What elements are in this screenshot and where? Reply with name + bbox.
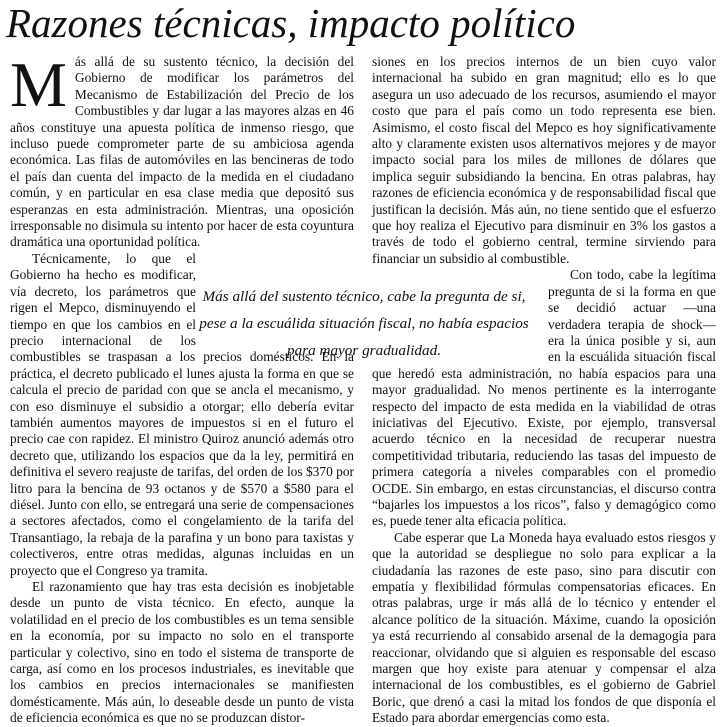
paragraph-6: Cabe esperar que La Moneda haya evaluado estos riesgos y que la autoridad se despliegue no solo para explicar a la ciudadanía las razones de este paso, sino para discutir con empatía y flexibilidad fórmulas compensatorias eficaces. En otras palabras, urge ir más allá de lo técnico y entender el alcance político de la situación. Máxime, cuando la oposición ya está recurriendo al consabido arsenal de la demagogia para reaccionar, olvidando que si alguien es responsable del escaso margen que hoy existe para atenuar y compensar el alza internacional de los combustibles, es el gobierno de Gabriel Boric, que drenó a casi la mitad los fondos de que disponía el Estado para abordar emergencias como esta. (372, 529, 716, 726)
left-column (10, 49, 354, 727)
pull-quote: Más allá del sustento técnico, cabe la pregunta de si, pese a la escuálida situación fiscal, no había espacios para mayor gradualidad. (199, 288, 529, 359)
article-headline: Razones técnicas, impacto político (6, 0, 576, 46)
paragraph-2-text: Técnicamente, lo que el Gobierno ha hecho es modificar, vía decreto, los parámetros que rigen el Mepco, disminuyendo el tiempo en que los cambios en el precio internacional de los combustibles se traspasan a los precios domésticos. En la práctica, el decreto publicado el lunes ajusta la forma en que se calcula el precio de paridad con que se ancla el mecanismo, y con eso disminuye el subsidio a otorgar; ello debería evitar también aumentos mayores de impuestos si en el futuro el precio cae con rapidez. El ministro Quiroz anunció además otro decreto que, utilizando los espacios que da la ley, permitirá en definitiva el severo reajuste de tarifas, del orden de los $370 por litro para la bencina de 93 octanos y de $570 a $580 para el diésel. Junto con ello, se entregará una serie de compensaciones a sectores afectados, como el congelamiento de la tarifa del Transantiago, la rebaja de la parafina y un bono para taxistas y colectiveros, entre otras medidas, algunas incluidas en un proyecto que el Congreso ya tramita. (10, 250, 354, 578)
paragraph-1 (10, 49, 354, 251)
paragraph-1-text: ás allá de su sustento técnico, la decisión del Gobierno de modificar los parámetros del Mecanismo de Estabilización del Precio de los Combustibles y dar lugar a las mayores alzas en 46 años constituye una apuesta política de inmenso riesgo, que incluso puede comprometer parte de su ambiciosa agenda económica. Las filas de automóviles en las bencineras de todo el país dan cuenta del impacto de la medida en el ciudadano común, y en particular en esa clase media que depositó sus esperanzas en esta administración. Mientras, una oposición irresponsable no disimula su intento por hacer de esta coyuntura dramática una oportunidad política. (10, 54, 354, 250)
paragraph-4: siones en los precios internos de un bien cuyo valor internacional ha subido en gran magnitud; ello es lo que asegura un uso adecuado de los recursos, asumiendo el mayor costo que para el país como un todo representa ese bien. Asimismo, el costo fiscal del Mepco es hoy significativamente alto y claramente existen usos alternativos mejores y de mayor impacto social para los miles de millones de dólares que implica seguir subsidiando la bencina. En otras palabras, hay razones de eficiencia económica y de responsabilidad fiscal que justifican la decisión. Más aún, no tiene sentido que el esfuerzo que hoy realiza el Ejecutivo para disminuir en 3% los gastos a través de todo el gobierno central, termine sirviendo para financiar un subsidio al combustible. (372, 54, 716, 266)
right-column (372, 54, 716, 727)
paragraph-5-text: Con todo, cabe la legítima pregunta de si la forma en que se decidió actuar —una verdadera terapia de shock— era la única posible y si, aun en la escuálida situación fiscal que heredó esta administración, no había espacios para una mayor gradualidad. No menos pertinente es la interrogante respecto del impacto de esta medida en la viabilidad de otras iniciativas del Ejecutivo. Existe, por ejemplo, transversal acuerdo técnico en la necesidad de recuperar nuestra competitividad tributaria, reduciendo las tasas del impuesto de primera categoría a niveles comparables con el promedio OCDE. Sin embargo, en estas circunstancias, el discurso contra “bajarles los impuestos a los ricos”, falso y demagógico como es, puede tener alta eficacia política. (372, 267, 716, 529)
paragraph-3: El razonamiento que hay tras esta decisión es inobjetable desde un punto de vista técnico. En efecto, aunque la volatilidad en el precio de los combustibles es un tema sensible en la economía, por su impacto no solo en el transporte particular y colectivo, sino en todo el sistema de transporte de carga, así como en los procesos industriales, es inevitable que los cambios en precios internacionales se manifiesten domésticamente. Más aún, lo deseable desde un punto de vista de eficiencia económica es que no se produzcan distor- (10, 579, 354, 726)
drop-cap: M (10, 49, 67, 120)
